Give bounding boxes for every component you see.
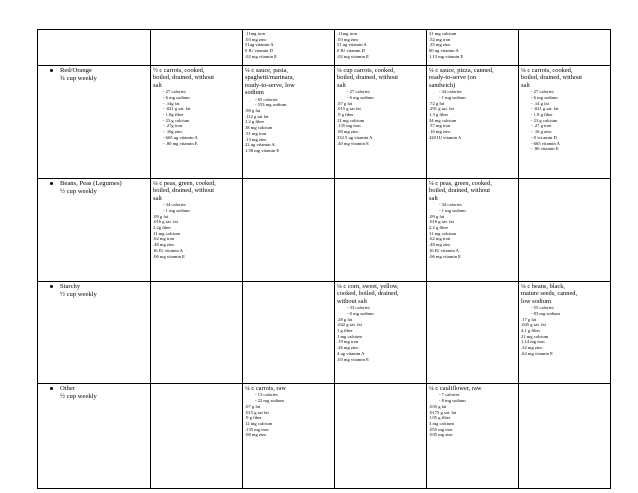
food-item-label: ¼ c cauliflower, raw (429, 385, 482, 392)
nutrient-line: 31 mg calcium (429, 31, 457, 36)
nutrient-line: .02 mg vitamin E (245, 53, 277, 59)
food-item-label: salt (521, 81, 530, 89)
nutrient-line: .0175 g sat. fat (429, 409, 457, 415)
nutrient-line: - 23 g calcium (531, 117, 558, 123)
nutrient-line: 51ug vitamin A (245, 42, 274, 48)
nutrient-line: .07 g fat (245, 403, 261, 409)
nutrient-line: 4 ug vitamin A (337, 350, 365, 356)
nutrient-line: - 1 mg sodium (439, 207, 466, 213)
day-cell-1 (151, 282, 243, 384)
day-cell-5 (519, 282, 611, 384)
nutrient-line: .28 g fat (337, 316, 353, 322)
food-item-label: ¼ c peas, green, cooked, (153, 180, 216, 187)
nutrient-line: 1 g fiber (337, 328, 353, 334)
nutrient-line: - 55 calories (531, 305, 554, 311)
nutrient-line: - 665 vitamin A (531, 140, 560, 146)
table-row-red-orange (38, 66, 611, 179)
food-item-label: sodium (245, 89, 264, 97)
nutrient-line: .48 mg zinc (153, 242, 175, 248)
nutrient-line: .48 mg zinc (429, 242, 451, 248)
nutrient-line: .03 mg zinc (337, 36, 359, 42)
group-name: Beans, Peas (Legumes) (60, 180, 122, 187)
nutrient-line: .07 g fat (337, 100, 353, 106)
nutrient-line: .042 g sat. fat (337, 322, 362, 328)
nutrient-line: - 1 mg sodium (439, 94, 466, 100)
day-cell-5 (519, 179, 611, 282)
nutrient-line: 2.2g fiber (153, 225, 171, 231)
nutrient-line: .06 mg vitamin E (153, 253, 185, 259)
nutrient-line: .055 mg iron (429, 426, 453, 432)
nutrient-line: .135 mg iron (245, 426, 269, 432)
nutrient-line: .13 mg zinc (245, 136, 267, 142)
nutrient-line: - 1 mg sodium (163, 207, 190, 213)
group-cell (38, 66, 151, 179)
nutrient-line: .19 mg iron (337, 339, 359, 345)
nutrient-line: .02 mg vitamin E (337, 53, 369, 59)
nutrient-line: - 34 calories (163, 202, 186, 208)
nutrient-line: - 83 mg sodium (531, 310, 560, 316)
nutrient-line: .045 g sat. fat (521, 322, 546, 328)
group-serving: ½ cup weekly (60, 187, 97, 195)
group-serving: ½ cup weekly (60, 392, 97, 400)
bullet-icon (50, 285, 53, 288)
nutrient-line: 1.2 g fiber (245, 119, 265, 125)
nutrient-line: .62 mg vitamin E (521, 350, 553, 356)
nutrient-line: 16 IU vitamin A (153, 247, 183, 253)
nutrient-line: .51 mg iron (245, 130, 267, 136)
food-item-label: ready-to-serve (on (429, 74, 477, 82)
nutrient-line: .035 g fat (429, 403, 447, 409)
bullet-icon (50, 387, 53, 390)
nutrient-line: - .16g zinc (163, 129, 183, 135)
food-item-label: boiled, drained, without (153, 187, 215, 195)
nutrient-line: .98 g fat (245, 108, 261, 114)
food-item-label: ¼ c beans, black, (521, 283, 566, 290)
nutrient-line: .17 g fat (521, 316, 537, 322)
day-cell-2 (243, 30, 335, 66)
day-cell-4 (427, 30, 519, 66)
table-row-starchy (38, 282, 611, 384)
nutrient-line: .09 g fat (153, 213, 169, 219)
day-cell-3 (335, 30, 427, 66)
nutrient-line: - 22 mg sodium (255, 398, 284, 404)
nutrient-line: - 0 mg sodium (347, 310, 374, 316)
nutrient-line: - 0 vit.amin D (531, 134, 557, 140)
nutrient-line: .016 g sat. fat (429, 219, 454, 225)
nutrient-line: .135 mg iron (337, 123, 361, 129)
nutrient-line: 21 mg calcium (521, 333, 549, 339)
nutrient-line: .11mg iron (337, 31, 357, 36)
nutrient-line: - 1.8 g fiber (531, 112, 553, 118)
nutrient-line: - .021 g sat. fat (531, 106, 559, 112)
nutrient-line: .03 mg zinc (245, 36, 267, 42)
nutrient-line: 420 IU vitamin A (429, 134, 462, 140)
day-cell-2 (243, 282, 335, 384)
nutrient-line: - 553 mg sodium (255, 102, 287, 108)
nutrient-line: - .14g fat (163, 100, 180, 106)
nutrient-line: - 34 calories (439, 202, 462, 208)
nutrient-line: .32 mg zinc (521, 345, 543, 351)
nutrient-line: - 27 calories (163, 89, 186, 95)
nutrient-line: - 65 calories (255, 96, 278, 102)
food-item-label: salt (153, 194, 162, 202)
nutrition-table (37, 29, 611, 489)
food-item-label: sandwich) (429, 81, 456, 89)
nutrient-line: 12 mg calcium (245, 420, 273, 426)
nutrient-line: .08 mg zinc (245, 432, 267, 438)
day-cell-3 (335, 179, 427, 282)
bullet-icon (50, 182, 53, 185)
nutrient-line: .06 mg vitamin E (429, 253, 461, 259)
nutrient-line: .26 mg zinc (337, 345, 359, 351)
nutrient-line: 60 ug vitamin A (429, 48, 459, 54)
nutrient-line: 4.1 g fiber (521, 328, 541, 334)
food-item-label: ready-to-serve, low (245, 81, 295, 89)
food-item-label: ¼ c corn, sweet, yellow, (337, 283, 399, 290)
nutrient-line: 1.58 mg vitamin E (245, 147, 280, 153)
nutrient-line: 34 mg calcium (429, 117, 457, 123)
nutrient-line: 1.05 g fiber (429, 415, 451, 421)
nutrient-line: 3 mg calcium (429, 420, 455, 426)
food-item-label: without salt (337, 297, 367, 305)
food-item-label: salt (153, 81, 162, 89)
nutrient-line: - 6 mg sodium (531, 94, 558, 100)
table-body (38, 30, 611, 489)
nutrient-line: .40 mg vitamin E (337, 140, 369, 146)
group-cell (38, 30, 151, 66)
food-item-label: ¼ c carrots, cooked, (521, 67, 573, 74)
nutrient-line: - 6 mg sodium (347, 94, 374, 100)
food-item-label: ¼ c sauce, pizza, canned, (429, 67, 494, 74)
day-cell-1 (151, 384, 243, 489)
nutrient-line: - .27g iron (163, 123, 183, 129)
nutrient-line: .9 g fiber (245, 415, 262, 421)
nutrient-line: - 34 calories (439, 89, 462, 95)
nutrient-line: .08 mg zinc (337, 129, 359, 135)
nutrient-line: - 8 mg sodium (439, 398, 466, 404)
food-item-label: salt (429, 194, 438, 202)
nutrient-line: - 665 ug vitamin A (163, 134, 198, 140)
nutrient-line: - .021 g sat. fat (163, 106, 191, 112)
nutrient-line: .016 g sat. fat (153, 219, 178, 225)
nutrient-line: - .16 g zinc (531, 129, 552, 135)
nutrient-line: 1.3 g fiber (429, 112, 449, 118)
nutrient-line: .035 mg zinc (429, 432, 453, 438)
nutrient-line: 11 mg calcium (153, 230, 181, 236)
nutrient-line: .11mg iron (245, 31, 265, 36)
nutrient-line: 51 ug vitamin A (337, 42, 367, 48)
day-cell-4 (427, 66, 519, 179)
day-cell-2 (243, 384, 335, 489)
nutrient-line: 12 mg calcium (337, 117, 365, 123)
nutrient-line: .09 g fat (429, 213, 445, 219)
nutrient-line: .03 mg vitamin E (337, 356, 369, 362)
day-cell-3 (335, 282, 427, 384)
day-cell-3 (335, 66, 427, 179)
day-cell-4 (427, 282, 519, 384)
nutrient-line: - 33 calories (347, 305, 370, 311)
nutrient-line: - 27 calories (347, 89, 370, 95)
bullet-icon (50, 69, 53, 72)
group-name: Red/Orange (60, 67, 92, 74)
nutrient-line: .291 g sat. fat (429, 106, 454, 112)
food-item-label: boiled, drained, without (153, 74, 215, 82)
nutrient-line: 22 ug vitamin A (245, 142, 275, 148)
day-cell-1 (151, 66, 243, 179)
nutrient-line: - .27 g iron (531, 123, 552, 129)
day-cell-5 (519, 384, 611, 489)
nutrient-line: 1.14 mg iron (521, 339, 545, 345)
nutrient-line: .72 g fat (429, 100, 445, 106)
food-item-label: boiled, drained, without (429, 187, 491, 195)
day-cell-1 (151, 30, 243, 66)
nutrient-line: - 6 mg sodium (163, 94, 190, 100)
nutrient-line: - .14 g fat (531, 100, 549, 106)
nutrient-line: .52 mg iron (429, 36, 451, 42)
nutrient-line: 1 mg calcium (337, 333, 363, 339)
day-cell-1 (151, 179, 243, 282)
nutrient-line: - .80 vitamin E (531, 146, 559, 152)
day-cell-2 (243, 179, 335, 282)
group-name: Starchy (60, 283, 81, 290)
nutrient-line: - 7 calories (439, 392, 460, 398)
food-item-label: ½ c carrots, cooked, (153, 67, 205, 74)
table-row-top (38, 30, 611, 66)
food-item-label: mature seeds, canned, (521, 290, 578, 298)
day-cell-3 (335, 384, 427, 489)
day-cell-4 (427, 179, 519, 282)
day-cell-5 (519, 66, 611, 179)
nutrient-line: .16 mg zinc (429, 129, 451, 135)
day-cell-5 (519, 30, 611, 66)
table-row-beans-peas (38, 179, 611, 282)
nutrient-line: .35 mg zinc (429, 42, 451, 48)
day-cell-4 (427, 384, 519, 489)
nutrient-line: 0 IU vitamin D (337, 48, 365, 54)
nutrient-line: .62 mg iron (429, 236, 451, 242)
food-item-label: boiled, drained, without (337, 74, 399, 82)
nutrient-line: .015 g sat fat (245, 409, 269, 415)
group-serving: ½ cup weekly (60, 290, 97, 298)
food-item-label: salt (337, 81, 346, 89)
group-cell (38, 179, 151, 282)
group-cell (38, 384, 151, 489)
group-cell (38, 282, 151, 384)
nutrient-line: 2.2 g fiber (429, 225, 449, 231)
nutrient-line: .112 g sat fat (245, 113, 269, 119)
food-item-label: boiled, drained, without (521, 74, 583, 82)
food-item-label: cooked, boiled, drained, (337, 290, 399, 298)
nutrient-line: - .80 mg vitamin E (163, 140, 198, 146)
nutrient-line: 16 IU vitamin A (429, 247, 459, 253)
nutrient-line: - 27 calories (531, 89, 554, 95)
nutrient-line: - 1.8g fiber (163, 112, 184, 118)
food-item-label: ¼ c carrots, raw (245, 385, 286, 392)
nutrient-line: - 13 calories (255, 392, 278, 398)
nutrient-line: 0 IU vitamin D (245, 48, 273, 54)
nutrient-line: - 23 g calcium (163, 117, 190, 123)
food-item-label: low sodium (521, 297, 552, 305)
food-item-label: ¼ c sauce, pasta, (245, 67, 288, 74)
nutrient-line: 1.13 mg vitamin E (429, 53, 464, 59)
food-item-label: spaghetti/marinara, (245, 74, 295, 82)
table-row-other (38, 384, 611, 489)
nutrient-line: 11 mg calcium (429, 230, 457, 236)
nutrient-line: 332.5 ug vitamin A (337, 134, 373, 140)
nutrient-line: .57 mg iron (429, 123, 451, 129)
group-serving: ¾ cup weekly (60, 74, 97, 82)
nutrient-line: .62 mg iron (153, 236, 175, 242)
day-cell-2 (243, 66, 335, 179)
food-item-label: ¼ cup carrots, cooked, (337, 67, 395, 74)
nutrient-line: 18 mg calcium (245, 125, 273, 131)
food-item-label: ¼ c peas, green, cooked, (429, 180, 492, 187)
nutrient-line: .9 g fiber (337, 112, 354, 118)
group-name: Other (60, 385, 76, 392)
nutrient-line: .015 g sat fat (337, 106, 361, 112)
